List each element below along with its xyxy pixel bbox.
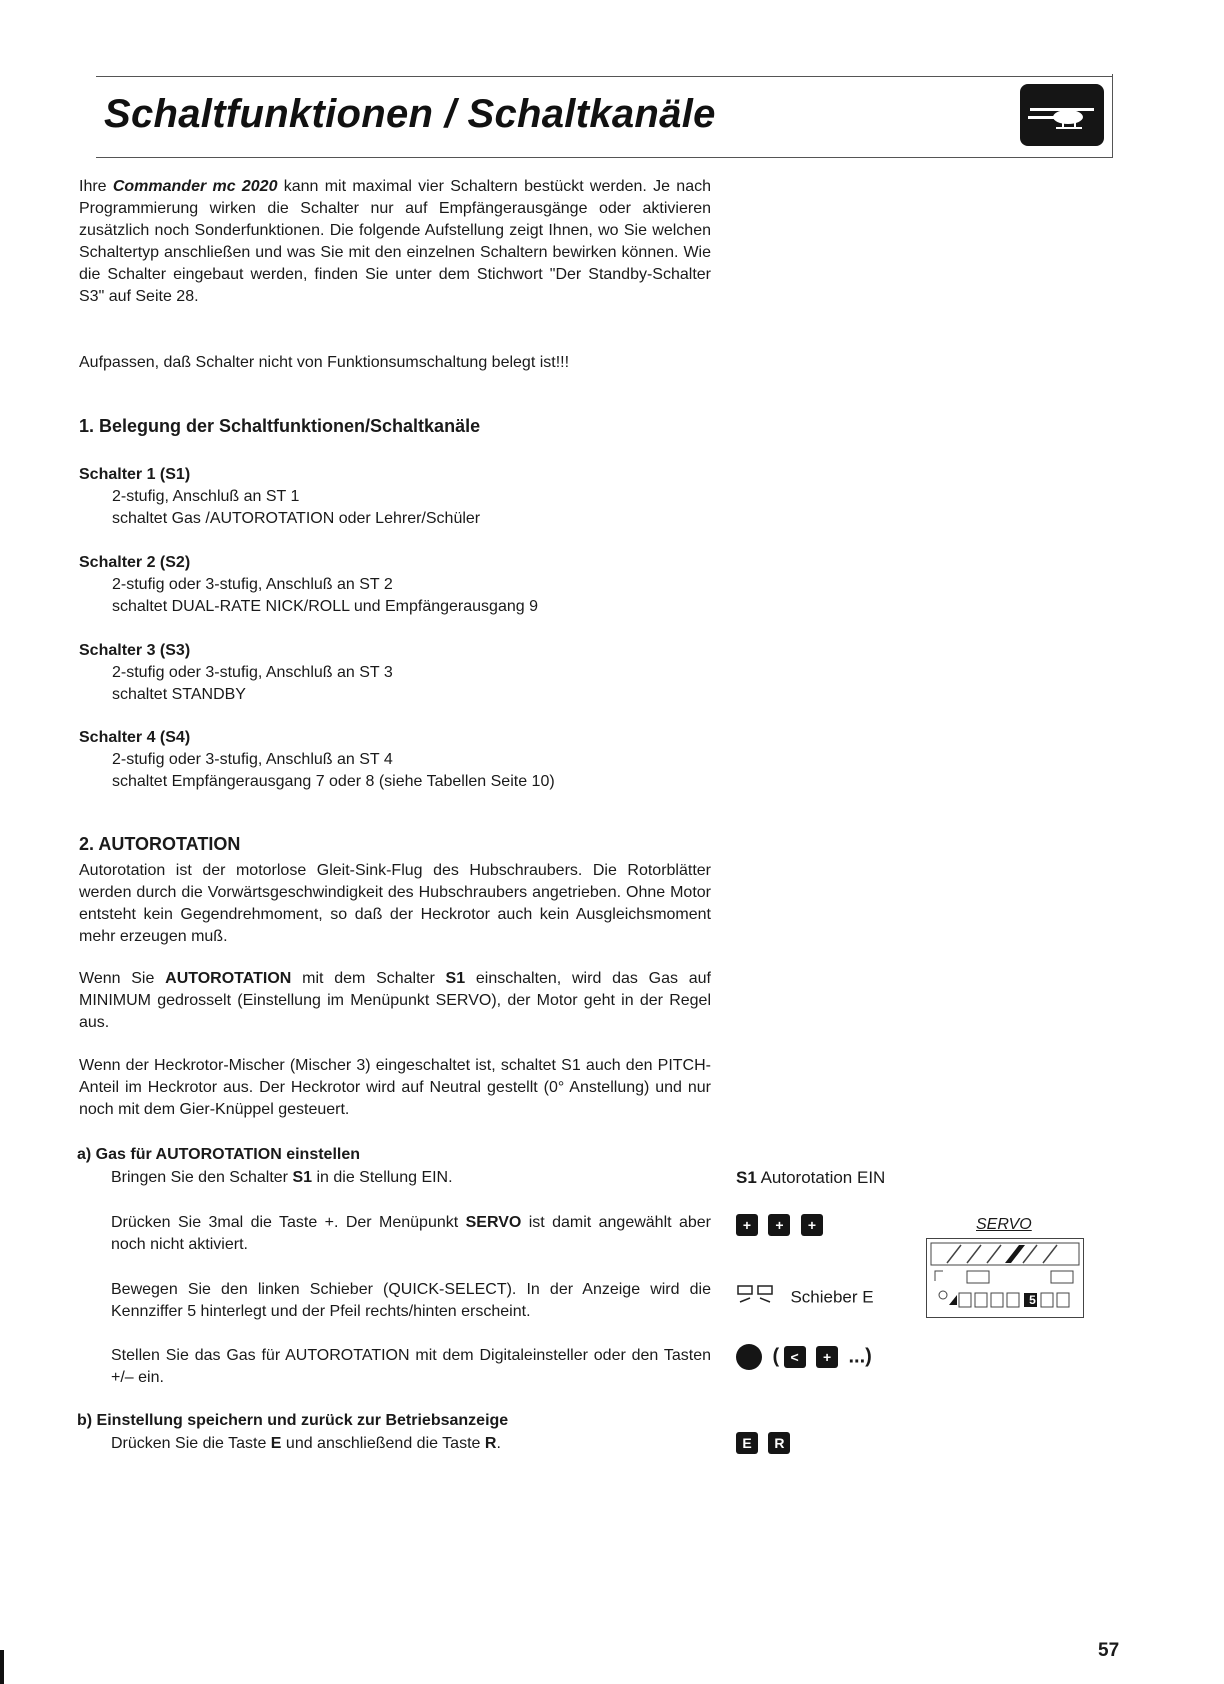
minus-key-icon: < bbox=[784, 1346, 806, 1368]
warning-text: Aufpassen, daß Schalter nicht von Funktionsumschaltung belegt ist!!! bbox=[79, 354, 570, 371]
page-number: 57 bbox=[1098, 1640, 1120, 1661]
e-key-icon: E bbox=[736, 1432, 758, 1454]
slider-label: Schieber E bbox=[790, 1287, 874, 1307]
autorotation-paragraph-3: Wenn der Heckrotor-Mischer (Mischer 3) eingeschaltet ist, schaltet S1 auch den PITCH-Anteil im Heckrotor aus. Der Heckrotor wird auf Neutral gestellt (0° Anstellung) und nur noch mit dem Gier-Knüppel gesteuert. bbox=[79, 1057, 711, 1118]
switch-3-block: Schalter 3 (S3) 2-stufig oder 3-stufig, Anschluß an ST 3 schaltet STANDBY bbox=[79, 642, 393, 703]
switch-1-block: Schalter 1 (S1) 2-stufig, Anschluß an ST 1 schaltet Gas /AUTOROTATION oder Lehrer/Schüler bbox=[79, 466, 481, 527]
servo-display-digit: 5 bbox=[1029, 1293, 1036, 1307]
slider-icon bbox=[736, 1282, 776, 1313]
plus-key-icon: + bbox=[816, 1346, 838, 1368]
header-bottom-rule bbox=[96, 157, 1112, 158]
plus-key-icon: + bbox=[801, 1214, 823, 1236]
dial-row: ( < + ...) bbox=[736, 1344, 872, 1370]
header-side-rule bbox=[1112, 74, 1113, 158]
slider-row bbox=[736, 1282, 874, 1313]
plus-key-icon: + bbox=[736, 1214, 758, 1236]
brand-name: Commander mc 2020 bbox=[112, 178, 278, 195]
scan-edge-mark bbox=[0, 1650, 4, 1684]
step-move-slider: Bewegen Sie den linken Schieber (QUICK-SELECT). In der Anzeige wird die Kennziffer 5 hinterlegt und der Pfeil rechts/hinten erscheint. bbox=[111, 1281, 711, 1320]
autorotation-paragraph-1: Autorotation ist der motorlose Gleit-Sink-Flug des Hubschraubers. Die Rotorblätter werden durch die Vorwärtsgeschwindigkeit des Hubschraubers angetrieben. Ohne Motor entsteht kein Gegendrehmoment, so daß der Heckrotor auch kein Ausgleichsmoment mehr erzeugen muß. bbox=[79, 862, 711, 945]
servo-display-label: SERVO bbox=[976, 1216, 1032, 1233]
section2-heading: 2. AUTOROTATION bbox=[79, 834, 241, 854]
step-save: Drücken Sie die Taste E und anschließend die Taste R. bbox=[111, 1435, 501, 1452]
r-key-icon: R bbox=[768, 1432, 790, 1454]
intro-paragraph: Ihre Commander mc 2020 kann mit maximal vier Schaltern bestückt werden. Je nach Programmierung wirken die Schalter nur auf Empfängerausgänge oder aktivieren zusätzlich noch Sonderfunktionen. Die folgende Aufstellung zeigt Ihnen, wo Sie welchen Schaltertyp anschließen und was Sie mit den einzelnen Schaltern bewirken können. Wie die Schalter eingebaut werden, finden Sie unter dem Stichwort "Der Standby-Schalter S3" auf Seite 28. bbox=[79, 178, 711, 305]
helicopter-icon bbox=[1020, 84, 1104, 146]
section1-heading: 1. Belegung der Schaltfunktionen/Schaltkanäle bbox=[79, 416, 481, 436]
plus-key-icon: + bbox=[768, 1214, 790, 1236]
subsection-b-heading: b) Einstellung speichern und zurück zur Betriebsanzeige bbox=[77, 1412, 509, 1429]
header-top-rule bbox=[96, 76, 1112, 77]
subsection-a-heading: a) Gas für AUTOROTATION einstellen bbox=[77, 1146, 360, 1163]
digital-dial-icon bbox=[736, 1344, 762, 1370]
step-set-gas: Stellen Sie das Gas für AUTOROTATION mit dem Digitaleinsteller oder den Tasten +/– ein. bbox=[111, 1347, 711, 1386]
switch-2-block: Schalter 2 (S2) 2-stufig oder 3-stufig, Anschluß an ST 2 schaltet DUAL-RATE NICK/ROLL und Empfängerausgang 9 bbox=[79, 554, 538, 615]
step-switch-s1: Bringen Sie den Schalter S1 in die Stellung EIN. bbox=[111, 1169, 453, 1186]
servo-display-screen bbox=[926, 1238, 1084, 1318]
page-title: Schaltfunktionen / Schaltkanäle bbox=[104, 92, 716, 136]
switch-4-block: Schalter 4 (S4) 2-stufig oder 3-stufig, Anschluß an ST 4 schaltet Empfängerausgang 7 oder 8 (siehe Tabellen Seite 10) bbox=[79, 729, 555, 790]
s1-autorotation-label: S1 Autorotation EIN bbox=[736, 1168, 886, 1187]
er-keys bbox=[736, 1432, 796, 1454]
servo-display bbox=[926, 1216, 1084, 1318]
autorotation-paragraph-2: Wenn Sie AUTOROTATION mit dem Schalter S1 einschalten, wird das Gas auf MINIMUM gedrosselt (Einstellung im Menüpunkt SERVO), der Motor geht in der Regel aus. bbox=[79, 970, 711, 1031]
step-press-plus: Drücken Sie 3mal die Taste +. Der Menüpunkt SERVO ist damit angewählt aber noch nicht aktiviert. bbox=[111, 1214, 712, 1253]
plus-keys bbox=[736, 1214, 829, 1236]
